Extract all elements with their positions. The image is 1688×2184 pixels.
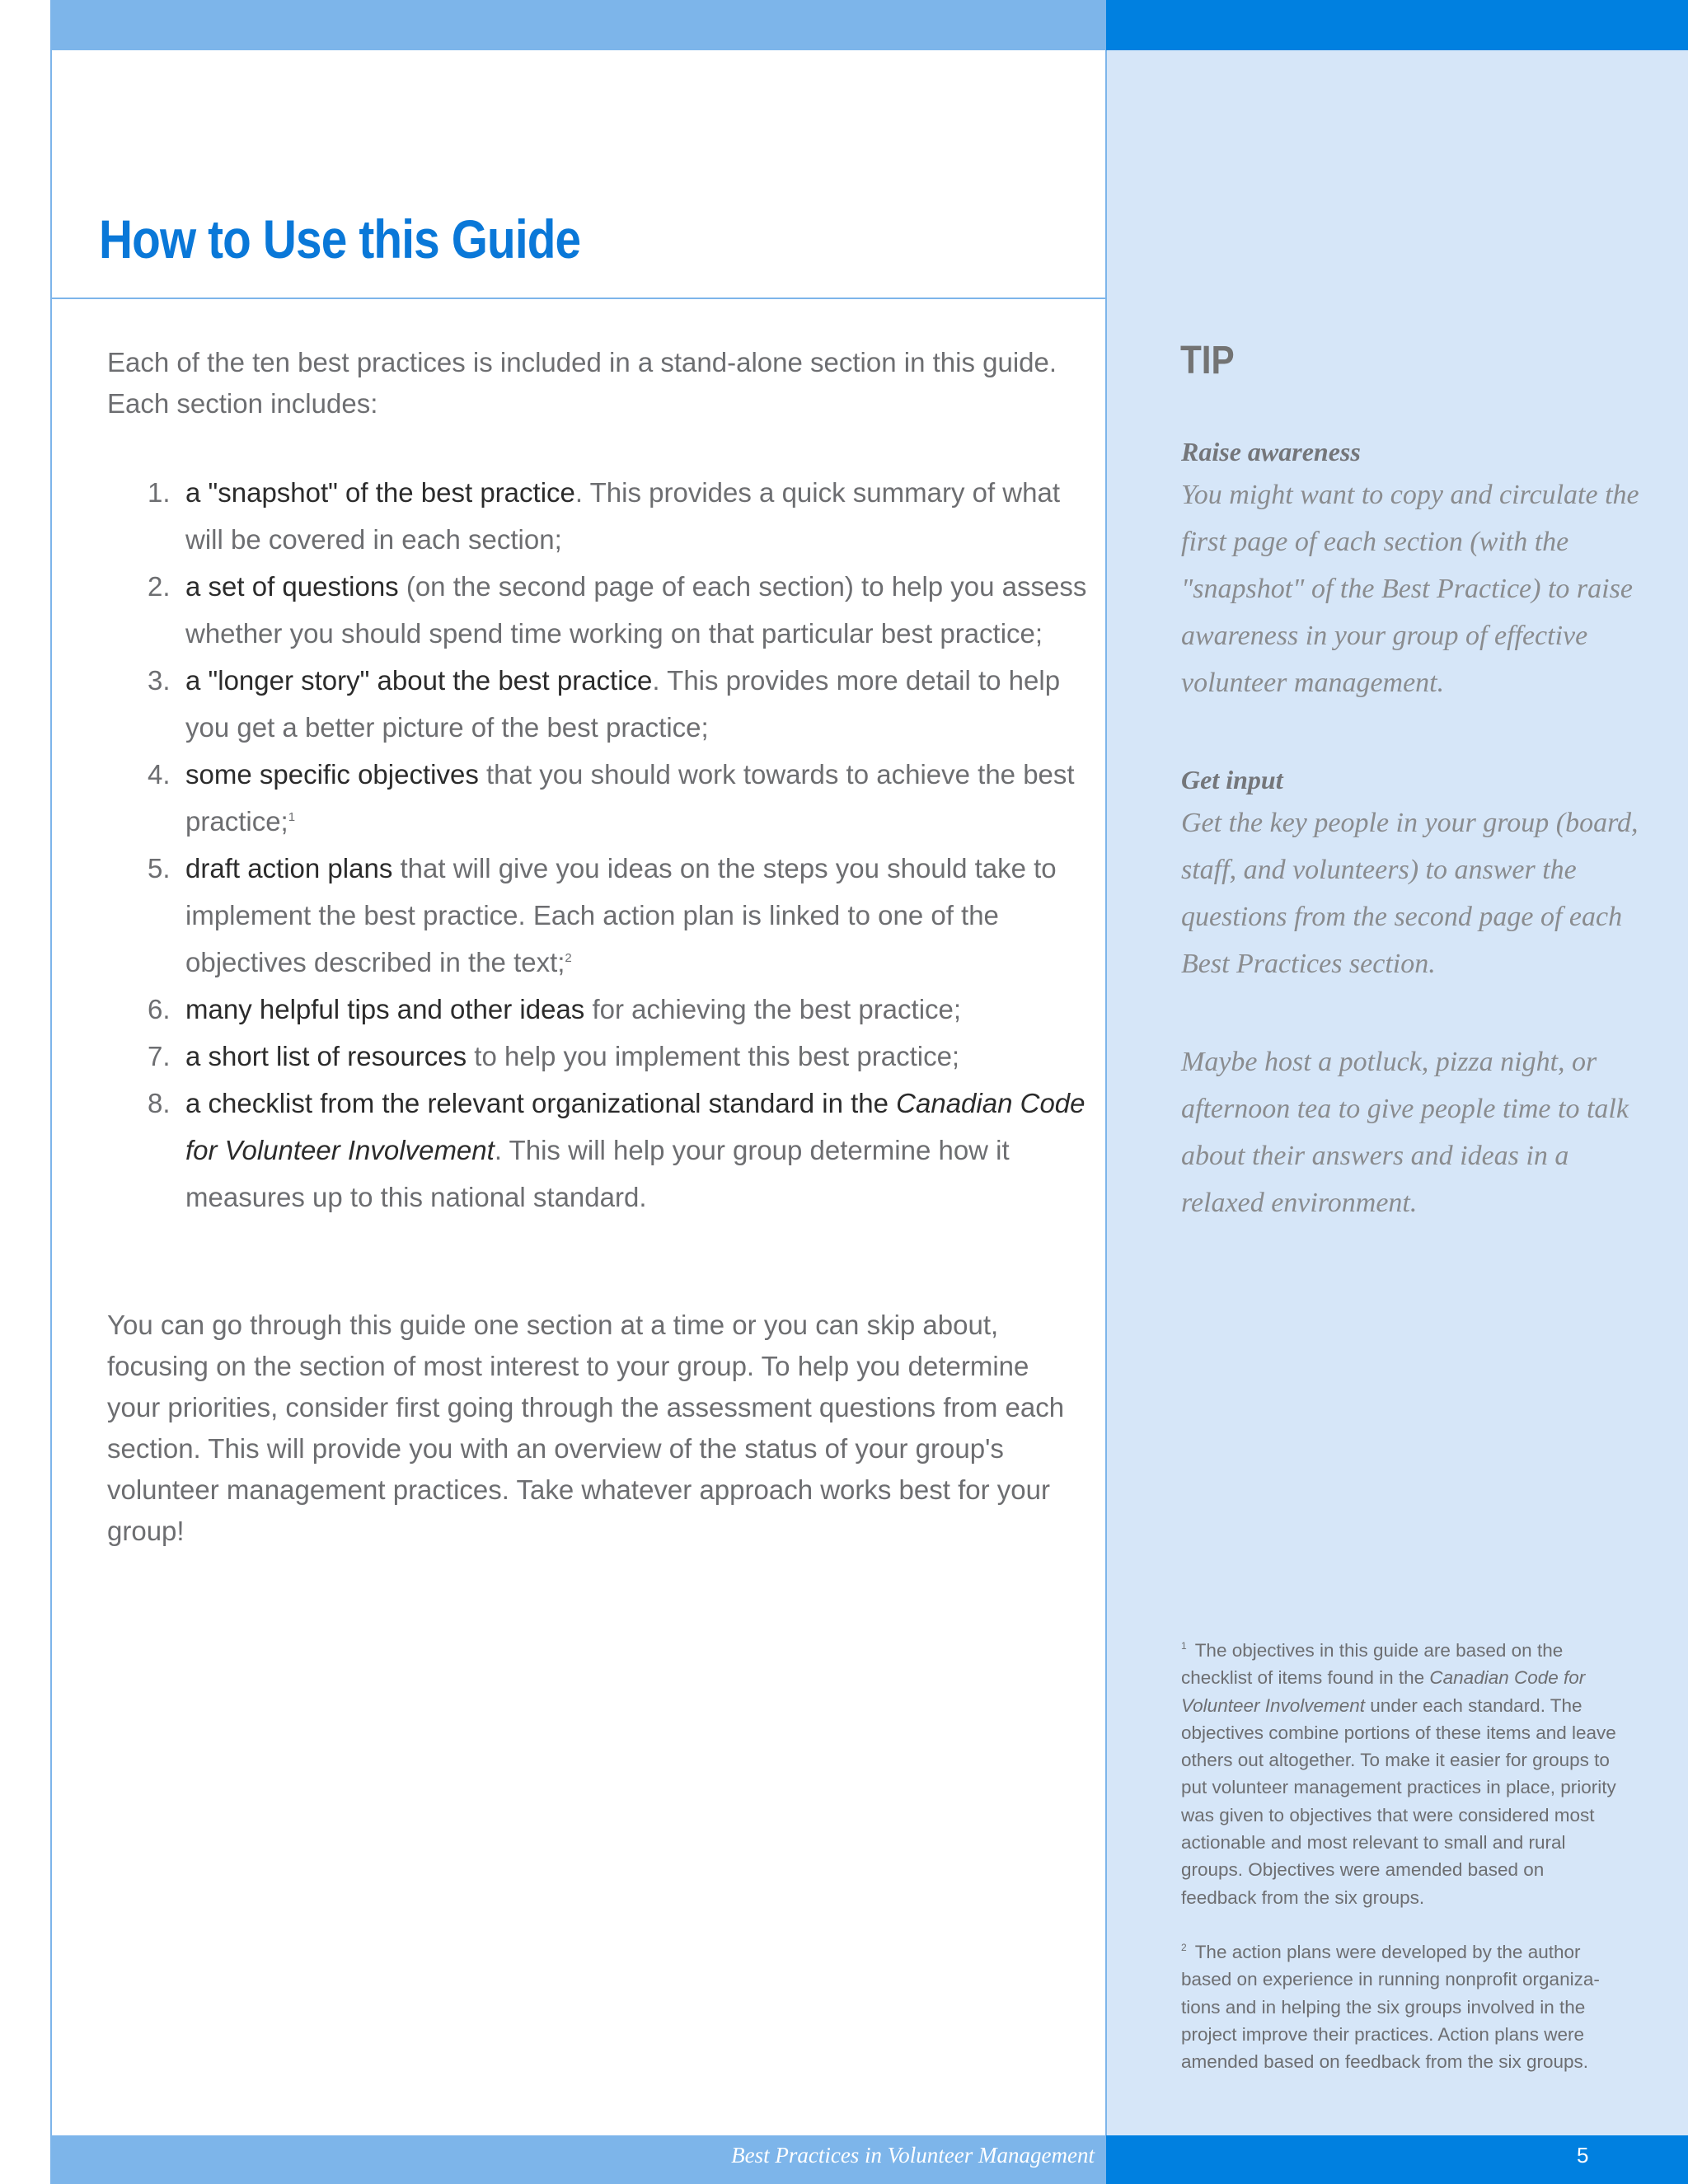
tip-text: Get the key people in your group (board, staff, and volunteers) to answer the questions from the second page of each Best Practices section. [1181,808,1639,979]
list-item-text: (on the second page of each section) to help you assess whether you should spend time working on that particular best practice; [185,571,1087,649]
header-band-left [50,0,1106,50]
tip-text: You might want to copy and circulate the first page of each section (with the "snapshot" of the Best Practice) to raise awareness in your group of effective volunteer management. [1181,480,1639,698]
list-item [132,845,1096,986]
list-number: 5. [148,853,171,883]
closing-paragraph: You can go through this guide one section at a time or you can skip about, focusing on the section of most interest to your group. To help you determine your priorities, consider first going through the assessment questions from each section. This will provide you with an overview of the status of your group's volunteer management practices. Take whatever approach works best for your group! [107,1310,1065,1546]
tip-host-event [1181,1038,1643,1226]
code-title-italic: Canadian Code for Volunteer Involvement [185,1088,1085,1165]
section-contents-list [132,469,1096,1221]
list-item-text: that will give you ideas on the steps you should take to implement the best practice. Each action plan is linked to one of the objectives described in the text; [185,853,1057,977]
footnote-text: The action plans were developed by the author based on experience in running nonprofit organiza-tions and in helping the six groups involved in the project improve their practices. Action plans were amended based on feedback from the six groups. [1181,1942,1600,2073]
list-number: 4. [148,759,171,790]
footnote-text: The objectives in this guide are based on the checklist of items found in the [1181,1640,1564,1689]
tip-heading: TIP [1180,339,1235,382]
column-divider [1105,50,1107,2135]
list-number: 2. [148,571,171,602]
list-number: 1. [148,477,171,508]
title-underline-rule [50,298,1106,299]
footnote-ref: 1 [288,810,296,824]
footnote-mark: 1 [1181,1640,1187,1652]
footnote-ref: 2 [565,951,572,965]
tip-raise-awareness [1181,432,1643,706]
page-number: 5 [1577,2143,1589,2168]
footnote-italic: Canadian Code for Volunteer Involvement [1181,1667,1586,1716]
page-left-rule [50,50,52,2135]
tip-text: Maybe host a potluck, pizza night, or afternoon tea to give people time to talk about their answers and ideas in a relaxed environment. [1181,1047,1629,1218]
tip-title: Raise awareness [1181,437,1361,466]
list-item-lead: many helpful tips and other ideas [185,994,585,1024]
list-number: 8. [148,1088,171,1118]
list-item [132,657,1096,751]
list-item-lead: a set of questions [185,571,399,602]
footer-publication-title: Best Practices in Volunteer Management [731,2143,1095,2168]
list-item-lead: a "longer story" about the best practice [185,665,653,696]
list-item-text: . This provides a quick summary of what will be covered in each section; [185,477,1061,555]
list-item [132,469,1096,563]
list-item-lead: a "snapshot" of the best practice [185,477,575,508]
list-item-text: . This provides more detail to help you get a better picture of the best practice; [185,665,1061,743]
list-item-lead-text: a checklist from the relevant organizational standard in the [185,1088,897,1118]
footer-band-right [1106,2135,1688,2184]
tip-title: Get input [1181,765,1283,794]
list-item-lead: some specific objectives [185,759,479,790]
header-band-right [1106,0,1688,50]
list-item-text: . This will help your group determine how it measures up to this national standard. [185,1135,1010,1212]
footnote-text: under each standard. The objectives combine portions of these items and leave others out altogether. To make it easier for groups to put volunteer management practices in place, priority was given to objectives that were considered most actionable and most relevant to small and rural groups. Objectives were amended based on feedback from the six groups. [1181,1694,1616,1908]
list-item-text: for achieving the best practice; [584,994,962,1024]
list-number: 7. [148,1041,171,1071]
list-item [132,1080,1096,1221]
list-item [132,1033,1096,1080]
list-item [132,751,1096,845]
list-item-text: to help you implement this best practice; [467,1041,960,1071]
intro-paragraph: Each of the ten best practices is included in a stand-alone section in this guide. Each section includes: [107,347,1057,419]
list-number: 6. [148,994,171,1024]
list-item [132,986,1096,1033]
footnote-2 [1181,1938,1622,2075]
list-item-lead: draft action plans [185,853,393,883]
footnote-mark: 2 [1181,1942,1187,1953]
tip-get-input [1181,760,1643,987]
list-item-text: that you should work towards to achieve the best practice; [185,759,1075,837]
list-item-lead: a short list of resources [185,1041,467,1071]
page-title: How to Use this Guide [99,209,581,269]
list-number: 3. [148,665,171,696]
footnote-1 [1181,1637,1622,1911]
list-item [132,563,1096,657]
